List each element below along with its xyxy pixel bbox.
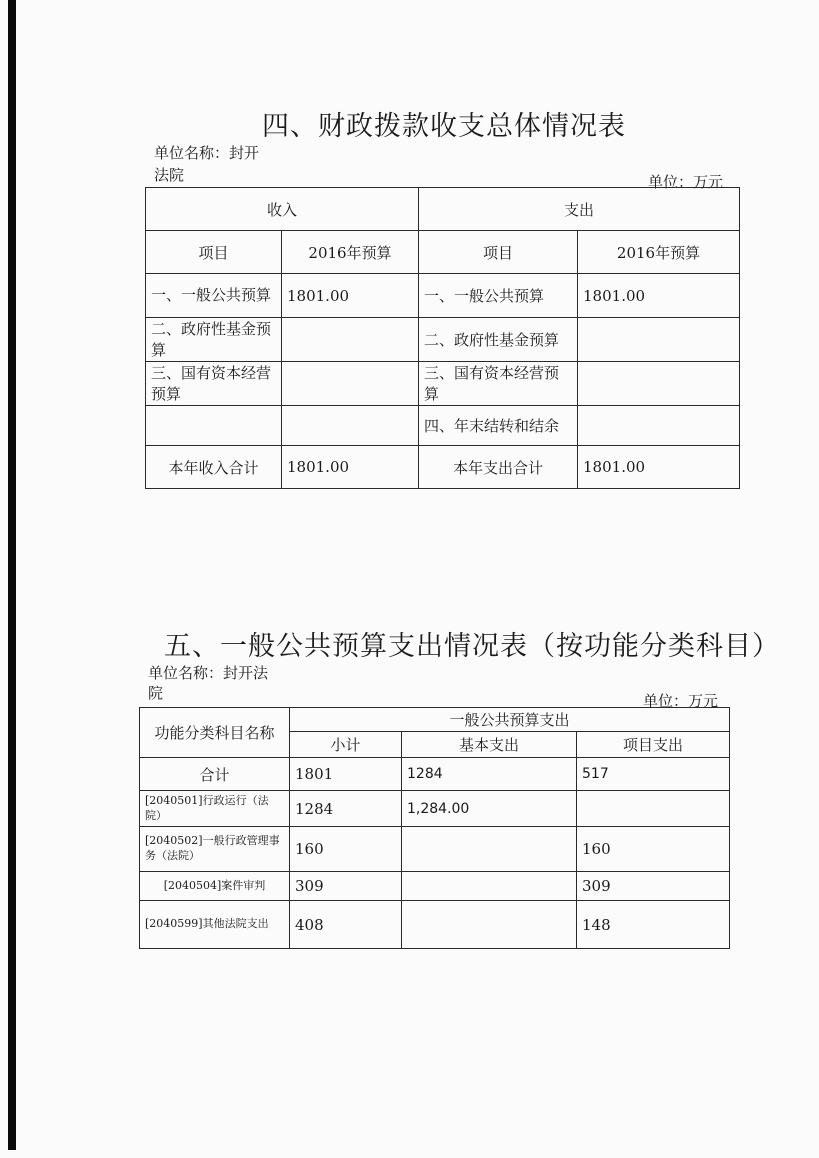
section5-unit-name-cont: 院 — [148, 684, 164, 702]
expense-total-label: 本年支出合计 — [419, 446, 578, 489]
total-subtotal: 1801 — [290, 758, 402, 791]
table-row — [140, 791, 730, 827]
basic-header: 基本支出 — [402, 732, 577, 758]
income-item: 一、一般公共预算 — [146, 274, 282, 318]
expense-item: 三、国有资本经营预算 — [419, 362, 578, 406]
function-expense-table — [139, 707, 730, 949]
income-value: 1801.00 — [282, 274, 419, 318]
table-row — [146, 362, 740, 406]
income-item-col: 项目 — [146, 231, 282, 274]
row-project: 148 — [577, 901, 730, 949]
func-name: [2040502]一般行政管理事务（法院） — [140, 827, 290, 872]
income-item: 三、国有资本经营预算 — [146, 362, 282, 406]
total-row — [146, 446, 740, 489]
income-item — [146, 406, 282, 446]
income-budget-col: 2016年预算 — [282, 231, 419, 274]
section5-unit: 单位：万元 — [643, 692, 719, 710]
expense-value: 1801.00 — [578, 274, 740, 318]
row-subtotal: 1284 — [290, 791, 402, 827]
section4-title: 四、财政拨款收支总体情况表 — [262, 111, 626, 142]
section5-title: 五、一般公共预算支出情况表（按功能分类科目） — [164, 631, 780, 662]
expense-value — [578, 318, 740, 362]
expense-value — [578, 362, 740, 406]
row-basic — [402, 872, 577, 901]
income-total-label: 本年收入合计 — [146, 446, 282, 489]
total-row — [140, 758, 730, 791]
income-value — [282, 318, 419, 362]
table-row — [146, 406, 740, 446]
func-name: [2040504]案件审判 — [140, 872, 290, 901]
total-project: 517 — [577, 758, 730, 791]
expense-item: 一、一般公共预算 — [419, 274, 578, 318]
expense-item: 二、政府性基金预算 — [419, 318, 578, 362]
project-header: 项目支出 — [577, 732, 730, 758]
func-name: [2040599]其他法院支出 — [140, 901, 290, 949]
row-project: 160 — [577, 827, 730, 872]
total-basic: 1284 — [402, 758, 577, 791]
table-row — [146, 274, 740, 318]
expense-total-value: 1801.00 — [578, 446, 740, 489]
section5-unit-name: 单位名称：封开法 — [148, 664, 269, 682]
expense-item: 四、年末结转和结余 — [419, 406, 578, 446]
table-row — [140, 872, 730, 901]
expense-item-col: 项目 — [419, 231, 578, 274]
table-row — [140, 827, 730, 872]
row-basic — [402, 901, 577, 949]
row-basic: 1,284.00 — [402, 791, 577, 827]
income-total-value: 1801.00 — [282, 446, 419, 489]
row-subtotal: 408 — [290, 901, 402, 949]
row-subtotal: 160 — [290, 827, 402, 872]
income-item: 二、政府性基金预算 — [146, 318, 282, 362]
expense-header: 支出 — [419, 188, 740, 231]
table-row — [140, 901, 730, 949]
income-value — [282, 362, 419, 406]
total-label: 合计 — [140, 758, 290, 791]
row-project: 309 — [577, 872, 730, 901]
expense-value — [578, 406, 740, 446]
section4-unit-name-cont: 法院 — [154, 166, 185, 184]
table-row — [146, 318, 740, 362]
func-name-header: 功能分类科目名称 — [140, 708, 290, 758]
expense-budget-col: 2016年预算 — [578, 231, 740, 274]
section4-unit-name: 单位名称：封开 — [154, 144, 260, 162]
row-project — [577, 791, 730, 827]
func-name: [2040501]行政运行（法院） — [140, 791, 290, 827]
scan-edge — [0, 0, 18, 1158]
expense-group-header: 一般公共预算支出 — [290, 708, 730, 732]
row-basic — [402, 827, 577, 872]
subtotal-header: 小计 — [290, 732, 402, 758]
row-subtotal: 309 — [290, 872, 402, 901]
income-value — [282, 406, 419, 446]
section4-unit: 单位：万元 — [648, 173, 724, 191]
fiscal-overview-table — [145, 187, 740, 489]
income-header: 收入 — [146, 188, 419, 231]
